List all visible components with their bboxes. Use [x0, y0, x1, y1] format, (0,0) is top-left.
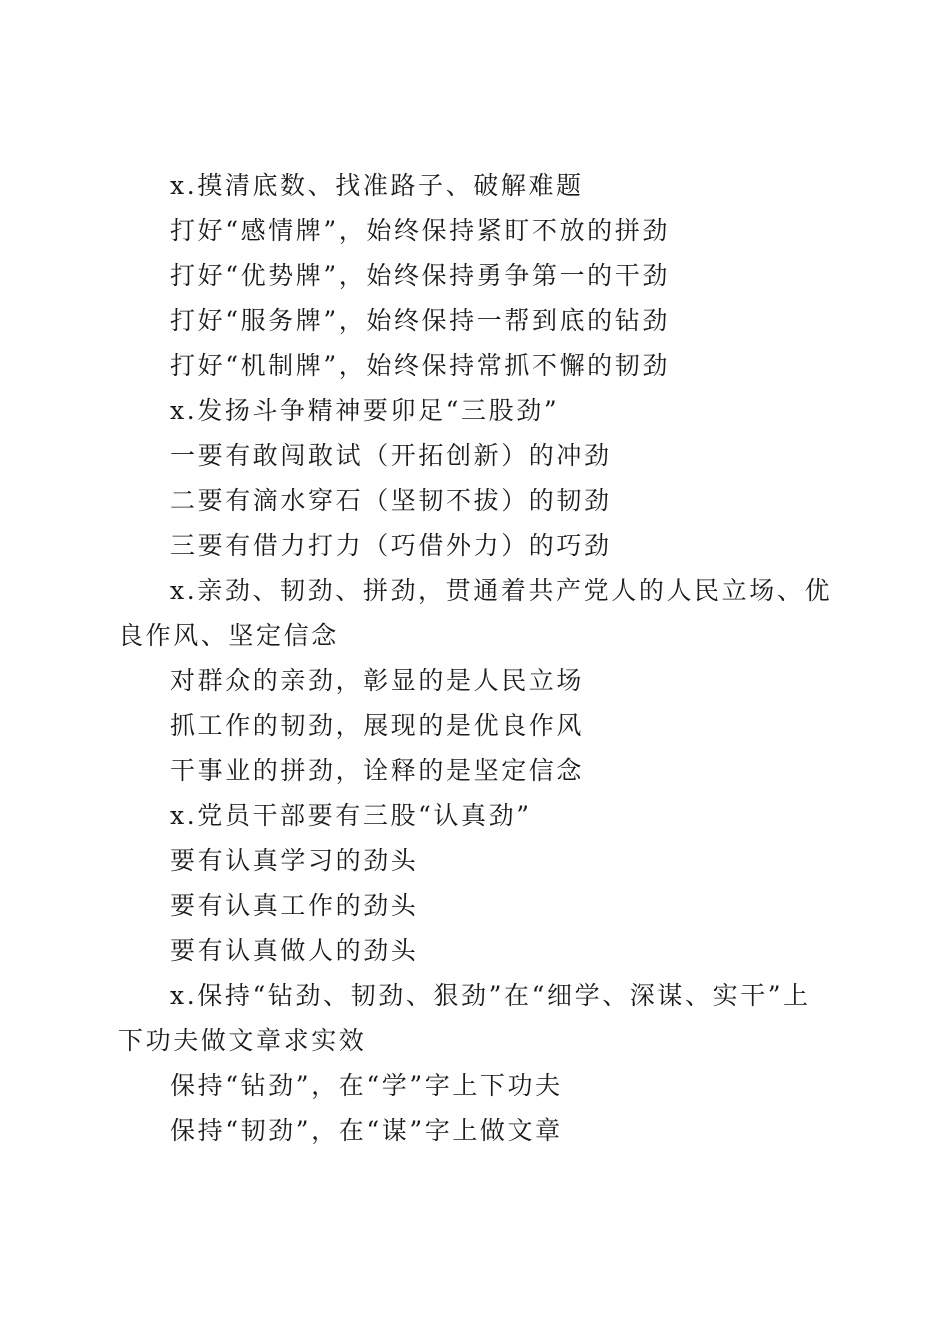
body-paragraph: 保持“钻劲”，在“学”字上下功夫 [170, 1071, 563, 1100]
body-paragraph: 对群众的亲劲，彰显的是人民立场 [170, 666, 585, 695]
body-paragraph: 干事业的拼劲，诠释的是坚定信念 [170, 756, 585, 785]
body-paragraph: 打好“感情牌”，始终保持紧盯不放的拼劲 [170, 216, 670, 245]
heading-paragraph: x.党员干部要有三股“认真劲” [170, 801, 532, 830]
body-paragraph: 要有认真做人的劲头 [170, 936, 419, 965]
heading-paragraph: x.保持“钻劲、韧劲、狠劲”在“细学、深谋、实干”上下功夫做文章求实效 [118, 981, 811, 1055]
heading-paragraph: x.亲劲、韧劲、拼劲，贯通着共产党人的人民立场、优良作风、坚定信念 [118, 576, 833, 650]
heading-paragraph: x.摸清底数、找准路子、破解难题 [170, 171, 584, 200]
body-paragraph: 抓工作的韧劲，展现的是优良作风 [170, 711, 585, 740]
body-paragraph: 二要有滴水穿石（坚韧不拔）的韧劲 [170, 486, 612, 515]
body-paragraph: 打好“机制牌”，始终保持常抓不懈的韧劲 [170, 351, 670, 380]
body-paragraph: 打好“服务牌”，始终保持一帮到底的钻劲 [170, 306, 670, 335]
heading-paragraph: x.发扬斗争精神要卯足“三股劲” [170, 396, 560, 425]
body-paragraph: 保持“韧劲”，在“谋”字上做文章 [170, 1116, 563, 1145]
body-paragraph: 三要有借力打力（巧借外力）的巧劲 [170, 531, 612, 560]
body-paragraph: 一要有敢闯敢试（开拓创新）的冲劲 [170, 441, 612, 470]
body-paragraph: 打好“优势牌”，始终保持勇争第一的干劲 [170, 261, 670, 290]
body-paragraph: 要有认真工作的劲头 [170, 891, 419, 920]
body-paragraph: 要有认真学习的劲头 [170, 846, 419, 875]
document-body [118, 163, 836, 1153]
